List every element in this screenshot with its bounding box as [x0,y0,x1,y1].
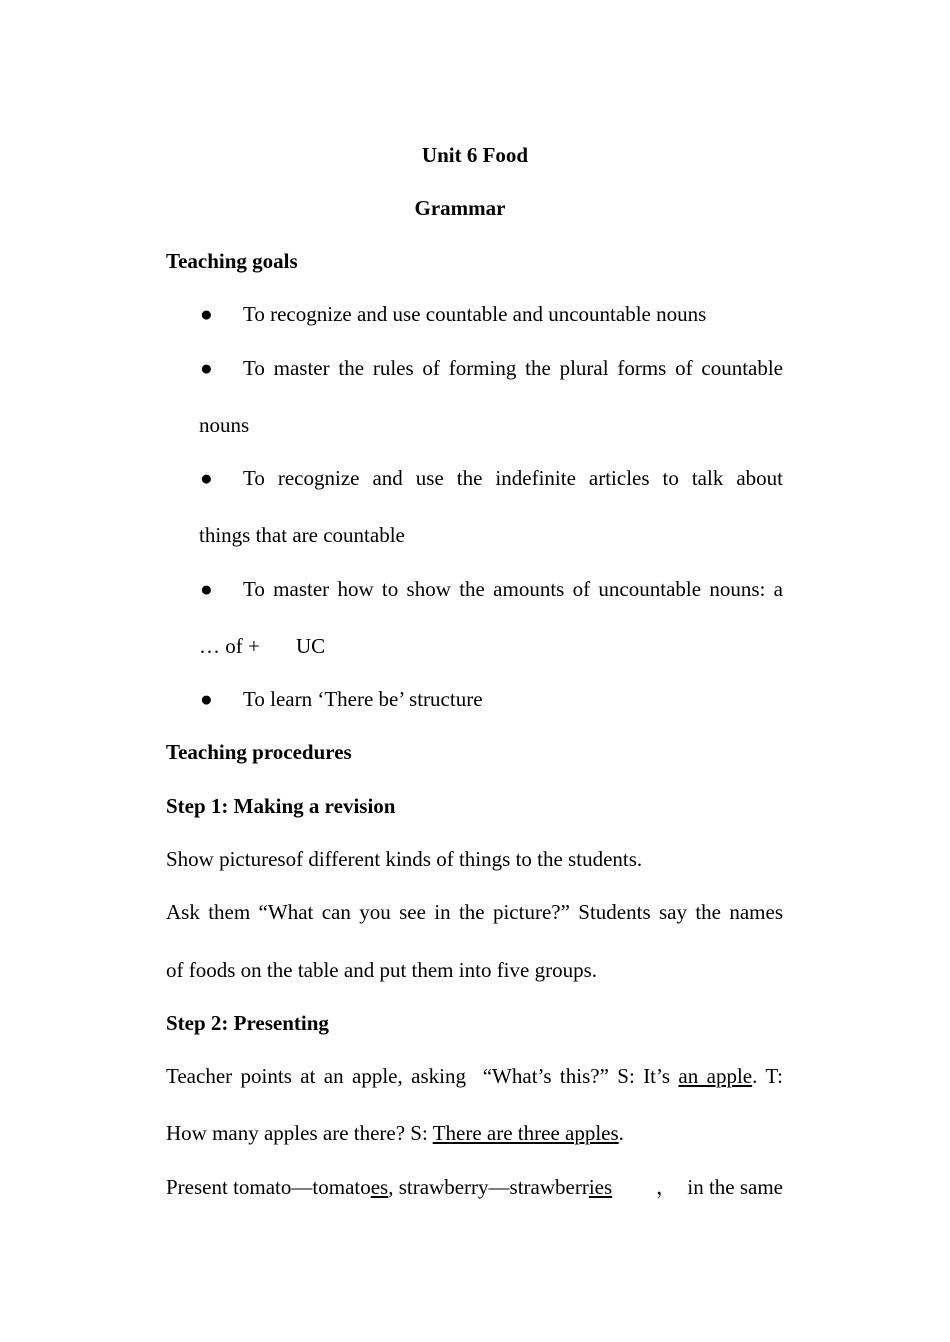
goal-item-1: To recognize and use countable and uncountable nouns [243,302,707,326]
bullet-icon: ● [200,466,213,490]
goal-item-3-line-2: things that are countable [199,523,405,547]
step-2-line-2 [166,1119,624,1147]
document-subtitle: Grammar [414,196,506,220]
step-1-title: Step 1: Making a revision [166,794,396,818]
goal-item-4-line-2a: … of + [199,634,260,658]
step-2-line-3-underlined-1: es [370,1175,389,1199]
bullet-icon: ● [200,577,213,601]
step-2-line-3-text-b: , strawberry—strawberr [388,1175,589,1199]
step-2-line-3-text-c: ， in the same [655,1175,783,1199]
step-2-line-3-underlined-2: ies [588,1175,613,1199]
teaching-goals-heading: Teaching goals [166,249,298,273]
goal-item-3-line-1: To recognize and use the indefinite articles to talk about [243,466,783,490]
goal-item-4-line-2b: UC [296,634,326,658]
goal-item-2-line-1: To master the rules of forming the plural forms of countable [243,356,783,380]
step-2-line-1-text-a: Teacher points at an apple, asking “What’s this?” S: It’s [166,1064,679,1088]
teaching-procedures-heading: Teaching procedures [166,740,352,764]
step-1-paragraph-2-line-1: Ask them “What can you see in the picture?” Students say the names [166,900,783,924]
step-2-line-2-text-b: . [618,1121,624,1145]
bullet-icon: ● [200,302,213,326]
step-2-line-3-word-group-1 [166,1173,612,1201]
step-2-line-1-underlined: an apple [678,1064,753,1088]
bullet-icon: ● [200,356,213,380]
document-title: Unit 6 Food [421,143,529,167]
step-1-paragraph-1: Show picturesof different kinds of things to the students. [166,847,643,871]
goal-item-2-line-2: nouns [199,413,250,437]
step-2-line-2-underlined: There are three apples [432,1121,619,1145]
bullet-icon: ● [200,687,213,711]
step-2-line-1-text-b: . T: [752,1064,783,1088]
step-1-paragraph-2-line-2: of foods on the table and put them into five groups. [166,958,598,982]
step-2-line-3-text-a: Present tomato—tomato [166,1175,371,1199]
step-2-title: Step 2: Presenting [166,1011,329,1035]
goal-item-5: To learn ‘There be’ structure [243,687,483,711]
step-2-line-1 [166,1062,783,1090]
step-2-line-2-text-a: How many apples are there? S: [166,1121,433,1145]
step-2-line-3 [166,1173,783,1201]
goal-item-4-line-1: To master how to show the amounts of uncountable nouns: a [243,577,783,601]
